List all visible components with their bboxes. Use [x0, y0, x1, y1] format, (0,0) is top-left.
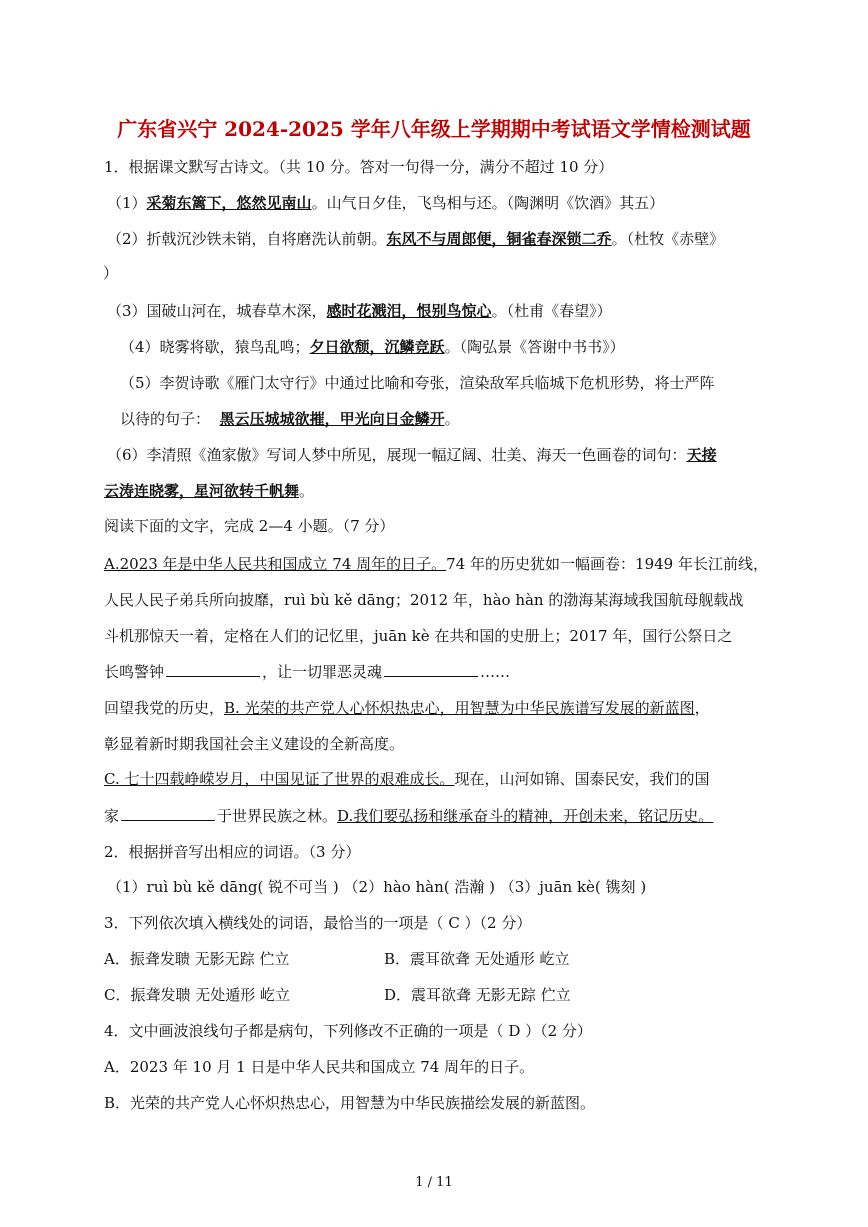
q1-item-2-answer: 东风不与周郎便，铜雀春深锁二乔: [386, 230, 612, 248]
q1-item-3: [107, 301, 612, 321]
q1-item-6-line-2: [104, 481, 314, 501]
q1-item-5-answer: 黑云压城城欲摧，甲光向日金鳞开: [219, 410, 445, 428]
fill-blank-1: [166, 662, 260, 677]
q1-item-4: [120, 337, 625, 357]
q1-item-4-prefix: （4）晓雾将歇，猿鸟乱鸣；: [120, 338, 310, 356]
reading-line-4: [104, 662, 510, 682]
reading-line-1-rest: 74 年的历史犹如一幅画卷：1949 年长江前线，: [446, 555, 768, 573]
fill-blank-3: [121, 806, 215, 821]
q3-stem: 3．下列依次填入横线处的词语，最恰当的一项是（ C ）（2 分）: [104, 914, 532, 932]
reading-line-2: 人民人民子弟兵所向披靡，ruì bù kě dāng；2012 年，hào hàn 的渤海某海域我国航母舰载战: [104, 591, 744, 609]
reading-line-8-start: 家: [104, 807, 120, 825]
q1-item-6-suffix: 。: [299, 482, 315, 500]
q3-option-d: D．震耳欲聋 无影无踪 伫立: [384, 986, 571, 1004]
reading-line-5-start: 回望我党的历史，: [104, 699, 225, 717]
q1-item-3-suffix: 。（杜甫《春望》）: [491, 302, 612, 320]
reading-line-6: 彰显着新时期我国社会主义建设的全新高度。: [104, 735, 405, 753]
q1-item-2-prefix: （2）折戟沉沙铁未销，自将磨洗认前朝。: [107, 230, 387, 248]
reading-line-1: [104, 554, 768, 574]
reading-line-8: [104, 806, 713, 826]
q1-item-3-prefix: （3）国破山河在，城春草木深，: [107, 302, 327, 320]
reading-line-5-end: ，: [694, 699, 710, 717]
q3-option-b: B．震耳欲聋 无处遁形 屹立: [384, 950, 570, 968]
q1-item-1-suffix: 。山气日夕佳，飞鸟相与还。（陶渊明《饮酒》其五）: [311, 194, 665, 212]
q1-item-6-prefix: （6）李清照《渔家傲》写词人梦中所见，展现一幅辽阔、壮美、海天一色画卷的词句：: [107, 446, 687, 464]
wavy-sentence-d: D.我们要弘扬和继承奋斗的精神，开创未来，铭记历史。: [337, 807, 714, 825]
wavy-sentence-b: B. 光荣的共产党人心怀炽热忠心，用智慧为中华民族谱写发展的新蓝图: [224, 699, 695, 717]
q4-stem: 4．文中画波浪线句子都是病句，下列修改不正确的一项是（ D ）（2 分）: [104, 1022, 592, 1040]
q1-item-6-answer-part-1: 天接: [686, 446, 717, 464]
q1-item-2-continued: ）: [103, 264, 119, 282]
reading-line-3: 斗机那惊天一着，定格在人们的记忆里，juān kè 在共和国的史册上；2017 年，国行公祭日之: [104, 627, 733, 645]
q2-answers: （1）ruì bù kě dāng( 锐不可当 ) （2）hào hàn( 浩瀚 ) （3）juān kè( 镌刻 ): [107, 878, 647, 896]
q2-stem: 2．根据拼音写出相应的词语。（3 分）: [104, 843, 361, 861]
q1-item-5-prefix: 以待的句子：: [120, 410, 211, 428]
q3-option-c: C．振聋发聩 无处遁形 屹立: [104, 986, 291, 1004]
page-number: 1 / 11: [415, 1175, 453, 1190]
q1-stem: 1．根据课文默写古诗文。（共 10 分。答对一句得一分，满分不超过 10 分）: [104, 158, 614, 176]
q4-option-b: B．光荣的共产党人心怀炽热忠心，用智慧为中华民族描绘发展的新蓝图。: [104, 1094, 596, 1112]
q1-item-2-suffix: 。（杜牧《赤壁》: [611, 230, 725, 248]
reading-intro: 阅读下面的文字，完成 2—4 小题。（7 分）: [104, 517, 395, 535]
q1-item-2: [107, 229, 724, 249]
q1-item-1: [107, 193, 664, 213]
q1-item-6-line-1: [107, 445, 717, 465]
q1-item-5-line-2: [120, 409, 460, 429]
q4-option-a: A．2023 年 10 月 1 日是中华人民共和国成立 74 周年的日子。: [104, 1058, 535, 1076]
q1-item-6-answer-part-2: 云涛连晓雾，星河欲转千帆舞: [104, 482, 300, 500]
fill-blank-2: [384, 662, 478, 677]
reading-line-7: [104, 769, 710, 789]
reading-line-8-middle: 于世界民族之林。: [217, 807, 338, 825]
q1-item-1-prefix: （1）: [107, 194, 147, 212]
wavy-sentence-a: A.2023 年是中华人民共和国成立 74 周年的日子。: [104, 555, 447, 573]
q1-item-3-answer: 感时花溅泪，恨别鸟惊心: [326, 302, 492, 320]
q1-item-5-suffix: 。: [444, 410, 460, 428]
reading-line-5: [104, 698, 710, 718]
q1-item-1-answer: 采菊东篱下，悠然见南山: [146, 194, 312, 212]
q1-item-4-suffix: 。（陶弘景《答谢中书书》）: [444, 338, 625, 356]
q1-item-5-line-1: （5）李贺诗歌《雁门太守行》中通过比喻和夸张，渲染敌军兵临城下危机形势，将士严阵: [120, 374, 715, 392]
reading-line-7-rest: 现在，山河如锦、国泰民安，我们的国: [454, 770, 710, 788]
reading-line-4-middle: ，让一切罪恶灵魂: [262, 663, 383, 681]
reading-line-4-start: 长鸣警钟: [104, 663, 165, 681]
q3-option-a: A．振聋发聩 无影无踪 伫立: [104, 950, 290, 968]
q1-item-4-answer: 夕日欲颓，沉鳞竞跃: [309, 338, 445, 356]
reading-line-4-end: ……: [480, 663, 511, 681]
wavy-sentence-c: C. 七十四载峥嵘岁月，中国见证了世界的艰难成长。: [104, 770, 455, 788]
document-title: 广东省兴宁 2024-2025 学年八年级上学期期中考试语文学情检测试题: [117, 117, 751, 141]
